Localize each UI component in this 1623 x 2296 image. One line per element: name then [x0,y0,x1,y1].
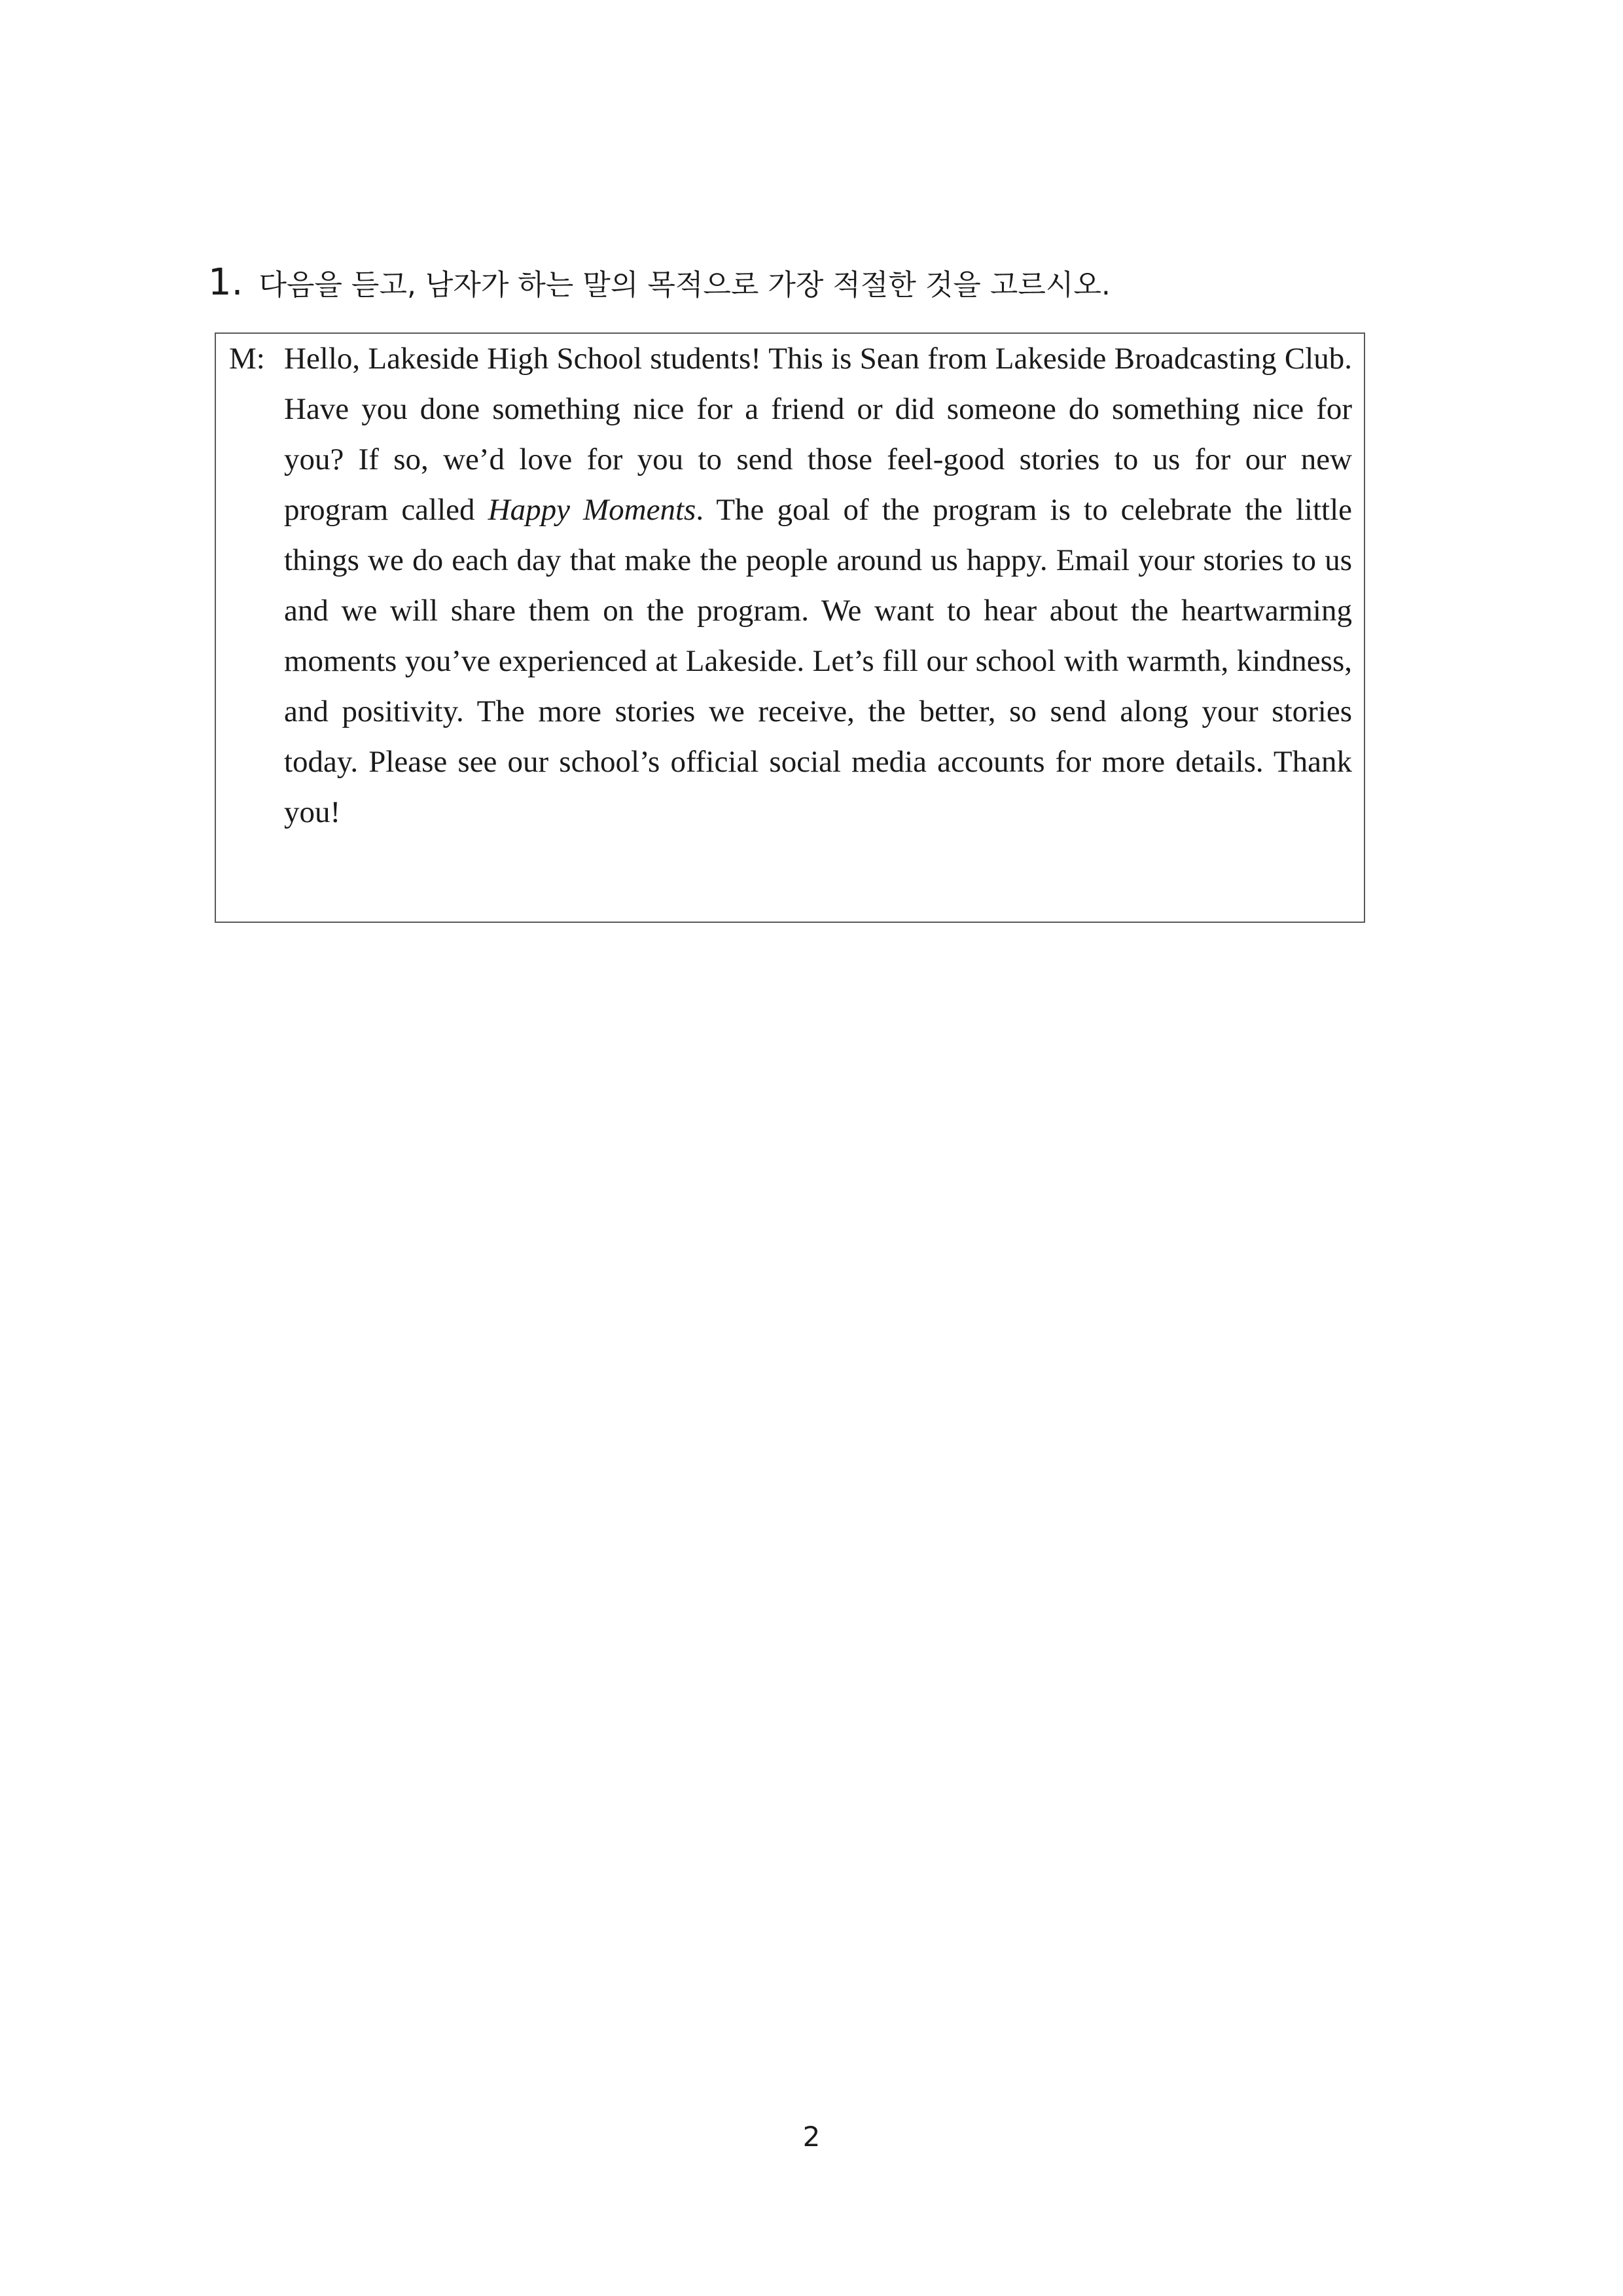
question-heading [208,257,1386,312]
page-number: 2 [802,2121,821,2153]
question-number: 1. [208,261,243,304]
program-title: Happy Moments [488,493,696,527]
speaker-label: M: [229,342,265,376]
script-text [284,334,1352,838]
script-text-part1: Hello, Lakeside High School students! This is Sean from Lakeside Broadcasting Club. Have you done something nice for a friend or did someone do something nice for you? If so, we’d love for you to send those feel-good stories to us for our new program called [284,342,1352,527]
question-prompt: 다음을 듣고, 남자가 하는 말의 목적으로 가장 적절한 것을 고르시오. [259,268,1111,302]
script-text-part2: . The goal of the program is to celebrate the little things we do each day that make the people around us happy. Email your stories to us and we will share them on the program. We want to hear about the heartwarming moments you’ve experienced at Lakeside. Let’s fill our school with warmth, kindness, and positivity. The more stories we receive, the better, so send along your stories today. Please see our school’s official social media accounts for more details. Thank you! [284,493,1353,829]
listening-script-box [215,332,1365,923]
